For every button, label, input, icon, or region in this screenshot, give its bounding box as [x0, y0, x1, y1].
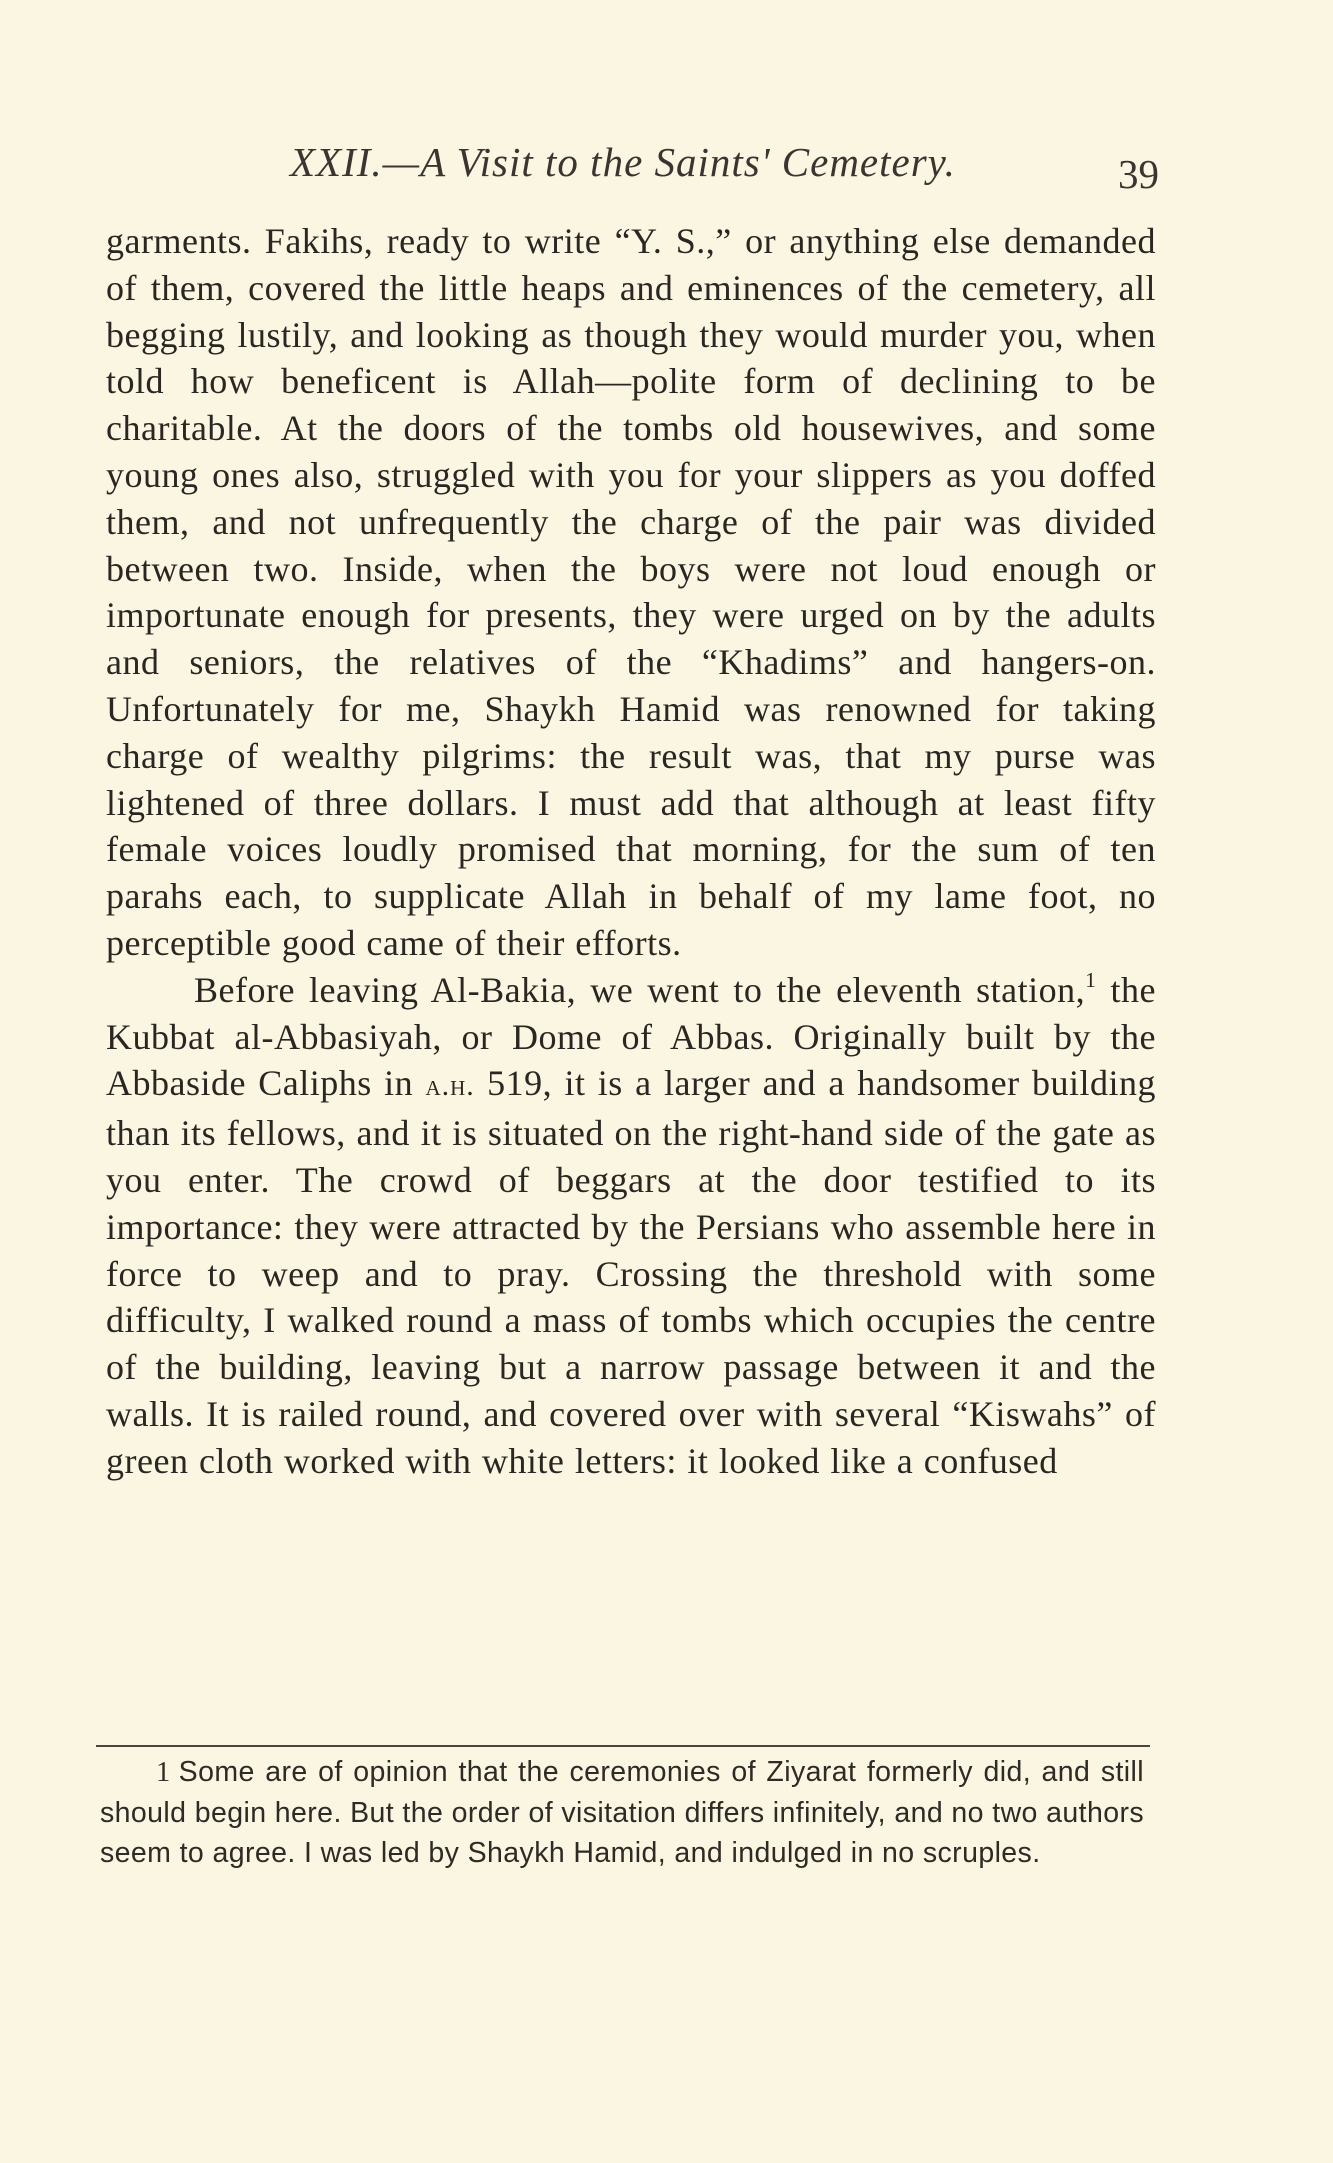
footnote-separator: [96, 1745, 1150, 1747]
paragraph-text-start: Before leaving Al-Bakia, we went to the eleventh station,: [194, 969, 1086, 1010]
footnote-marker: 1: [156, 1757, 171, 1788]
paragraph-continued: garments. Fakihs, ready to write “Y. S.,” or anything else demanded of them, covered the little heaps and eminences of the cemetery, all begging lustily, and looking as though they would murder you, when told how beneficent is Allah—polite form of declining to be charitable. At the doors of the tombs old housewives, and some young ones also, struggled with you for your slippers as you doffed them, and not unfrequently the charge of the pair was divided between two. Inside, when the boys were not loud enough or importunate enough for presents, they were urged on by the adults and seniors, the relatives of the “Khadims” and hangers-on. Unfortunately for me, Shaykh Hamid was renowned for taking charge of wealthy pilgrims: the result was, that my purse was lightened of three dollars. I must add that although at least fifty female voices loudly promised that morning, for the sum of ten parahs each, to supplicate Allah in behalf of my lame foot, no perceptible good came of their efforts.: [106, 221, 1156, 963]
footnote: [100, 1752, 1144, 1873]
paragraph-dome-of-abbas: [106, 967, 1156, 1485]
paragraph-text-end: 519, it is a larger and a handsomer building than its fellows, and it is situated on the right-hand side of the gate as you enter. The crowd of beggars at the door testified to its importance: they were attracted by the Persians who assemble here in force to weep and to pray. Crossing the threshold with some difficulty, I walked round a mass of tombs which occupies the centre of the building, leaving but a narrow passage between it and the walls. It is railed round, and covered over with several “Kiswahs” of green cloth worked with white letters: it looked like a confused: [106, 1063, 1156, 1481]
footnote-reference: 1: [1085, 967, 1097, 992]
body-text: [106, 218, 1156, 1485]
era-abbreviation: a.h.: [425, 1069, 475, 1103]
page-number: 39: [1118, 151, 1159, 197]
footnote-text: Some are of opinion that the ceremonies of Ziyarat formerly did, and still should begin here. But the order of visitation differs infinitely, and no two authors seem to agree. I was led by Shaykh Hamid, and indulged in no scruples.: [100, 1756, 1144, 1869]
running-head: XXII.—A Visit to the Saints' Cemetery.: [290, 139, 956, 185]
paragraph-text-mid: the Kubbat al-Abbasiyah, or Dome of Abbas. Originally built by the Abbaside Caliphs in: [106, 969, 1157, 1104]
